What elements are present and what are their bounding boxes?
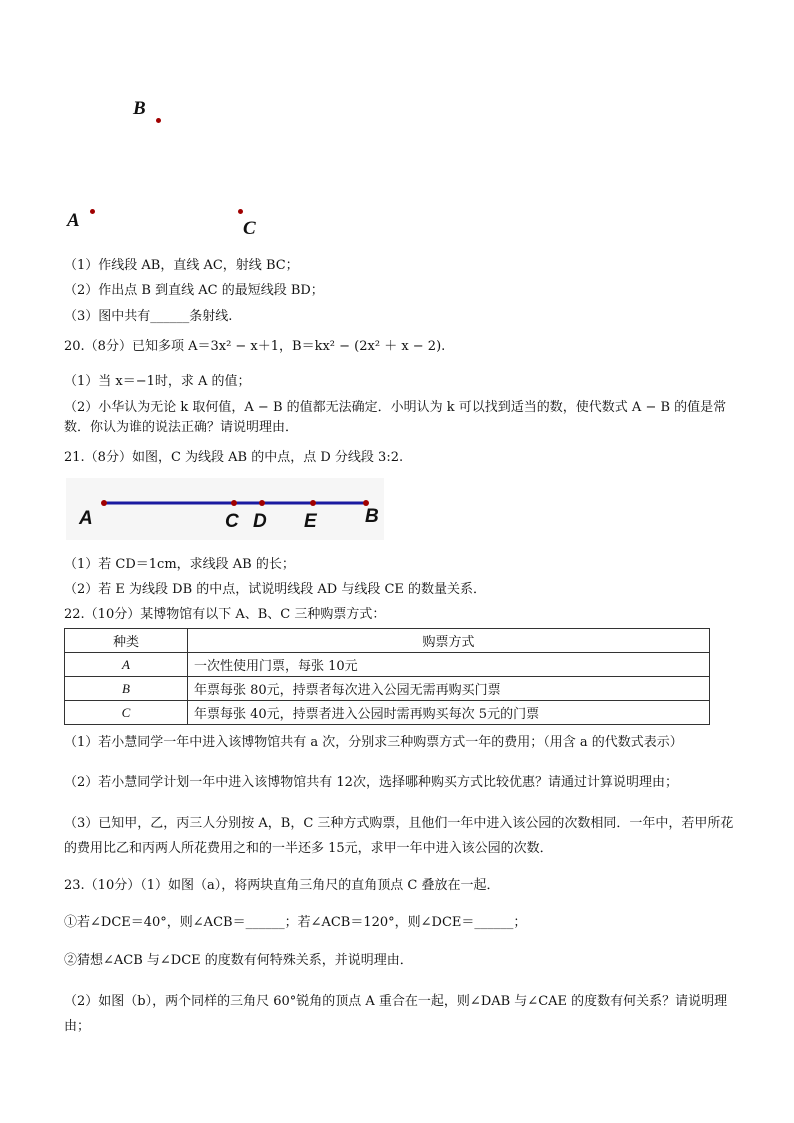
table-row bbox=[65, 677, 710, 701]
segment-dot-e bbox=[310, 500, 316, 506]
point-a-dot bbox=[90, 209, 95, 214]
q21-part1: （1）若 CD＝1cm，求线段 AB 的长； bbox=[64, 557, 295, 572]
q23-part3: （2）如图（b），两个同样的三角尺 60°锐角的顶点 A 重合在一起，则∠DAB 与∠CAE 的度数有何关系？请说明理由； bbox=[64, 994, 728, 1034]
q20-stem: 20.（8分）已知多项 A＝3x² − x＋1，B＝kx² − (2x² ＋ x − 2). bbox=[64, 339, 446, 354]
table-cell-method: 年票每张 40元，持票者进入公园时需再购买每次 5元的门票 bbox=[188, 701, 710, 725]
q19-part2: （2）作出点 B 到直线 AC 的最短线段 BD； bbox=[64, 283, 324, 298]
segment-dot-d bbox=[259, 500, 265, 506]
q22-part1: （1）若小慧同学一年中进入该博物馆共有 a 次，分别求三种购票方式一年的费用；（用含 a 的代数式表示） bbox=[64, 735, 683, 750]
segment-label-d: D bbox=[253, 511, 267, 532]
point-label-a: A bbox=[67, 210, 80, 231]
table-header-method: 购票方式 bbox=[188, 629, 710, 653]
q19-part3: （3）图中共有______条射线. bbox=[64, 309, 233, 324]
ticket-table bbox=[64, 628, 710, 725]
point-c-dot bbox=[238, 209, 243, 214]
q21-part2: （2）若 E 为线段 DB 的中点，试说明线段 AD 与线段 CE 的数量关系． bbox=[64, 582, 487, 597]
q21-stem: 21.（8分）如图，C 为线段 AB 的中点，点 D 分线段 3:2. bbox=[64, 450, 404, 465]
segment-dot-a bbox=[101, 500, 107, 506]
table-cell-method: 一次性使用门票，每张 10元 bbox=[188, 653, 710, 677]
point-label-b: B bbox=[133, 98, 146, 119]
table-row bbox=[65, 653, 710, 677]
segment-label-b: B bbox=[365, 506, 379, 527]
segment-label-e: E bbox=[304, 511, 317, 532]
table-header-row bbox=[65, 629, 710, 653]
table-cell-type: A bbox=[65, 653, 188, 677]
table-cell-type: C bbox=[65, 701, 188, 725]
table-row bbox=[65, 701, 710, 725]
q19-part1: （1）作线段 AB，直线 AC，射线 BC； bbox=[64, 258, 299, 273]
point-label-c: C bbox=[243, 218, 256, 239]
q20-part1: （1）当 x＝−1时，求 A 的值； bbox=[64, 374, 251, 389]
segment-dot-c bbox=[231, 500, 237, 506]
segment-figure bbox=[66, 478, 384, 540]
table-header-type: 种类 bbox=[65, 629, 188, 653]
segment-label-a: A bbox=[79, 508, 93, 529]
q23-stem: 23.（10分）（1）如图（a），将两块直角三角尺的直角顶点 C 叠放在一起． bbox=[64, 878, 500, 893]
point-b-dot bbox=[156, 118, 161, 123]
q22-stem: 22.（10分）某博物馆有以下 A、B、C 三种购票方式： bbox=[64, 607, 386, 622]
q20-part2: （2）小华认为无论 k 取何值，A − B 的值都无法确定．小明认为 k 可以找到适当的数，使代数式 A − B 的值是常数．你认为谁的说法正确？请说明理由． bbox=[64, 400, 727, 435]
q23-part1: ①若∠DCE＝40°，则∠ACB＝______；若∠ACB＝120°，则∠DCE＝______； bbox=[64, 915, 527, 930]
table-cell-method: 年票每张 80元，持票者每次进入公园无需再购买门票 bbox=[188, 677, 710, 701]
q23-part2: ②猜想∠ACB 与∠DCE 的度数有何特殊关系，并说明理由． bbox=[64, 953, 413, 968]
q22-part3: （3）已知甲，乙，丙三人分别按 A，B，C 三种方式购票，且他们一年中进入该公园的次数相同．一年中，若甲所花的费用比乙和丙两人所花费用之和的一半还多 15元，求甲一年中进入该公园的次数． bbox=[64, 816, 734, 856]
table-cell-type: B bbox=[65, 677, 188, 701]
q22-part2: （2）若小慧同学计划一年中进入该博物馆共有 12次，选择哪种购买方式比较优惠？请通过计算说明理由； bbox=[64, 775, 678, 790]
segment-label-c: C bbox=[225, 511, 239, 532]
